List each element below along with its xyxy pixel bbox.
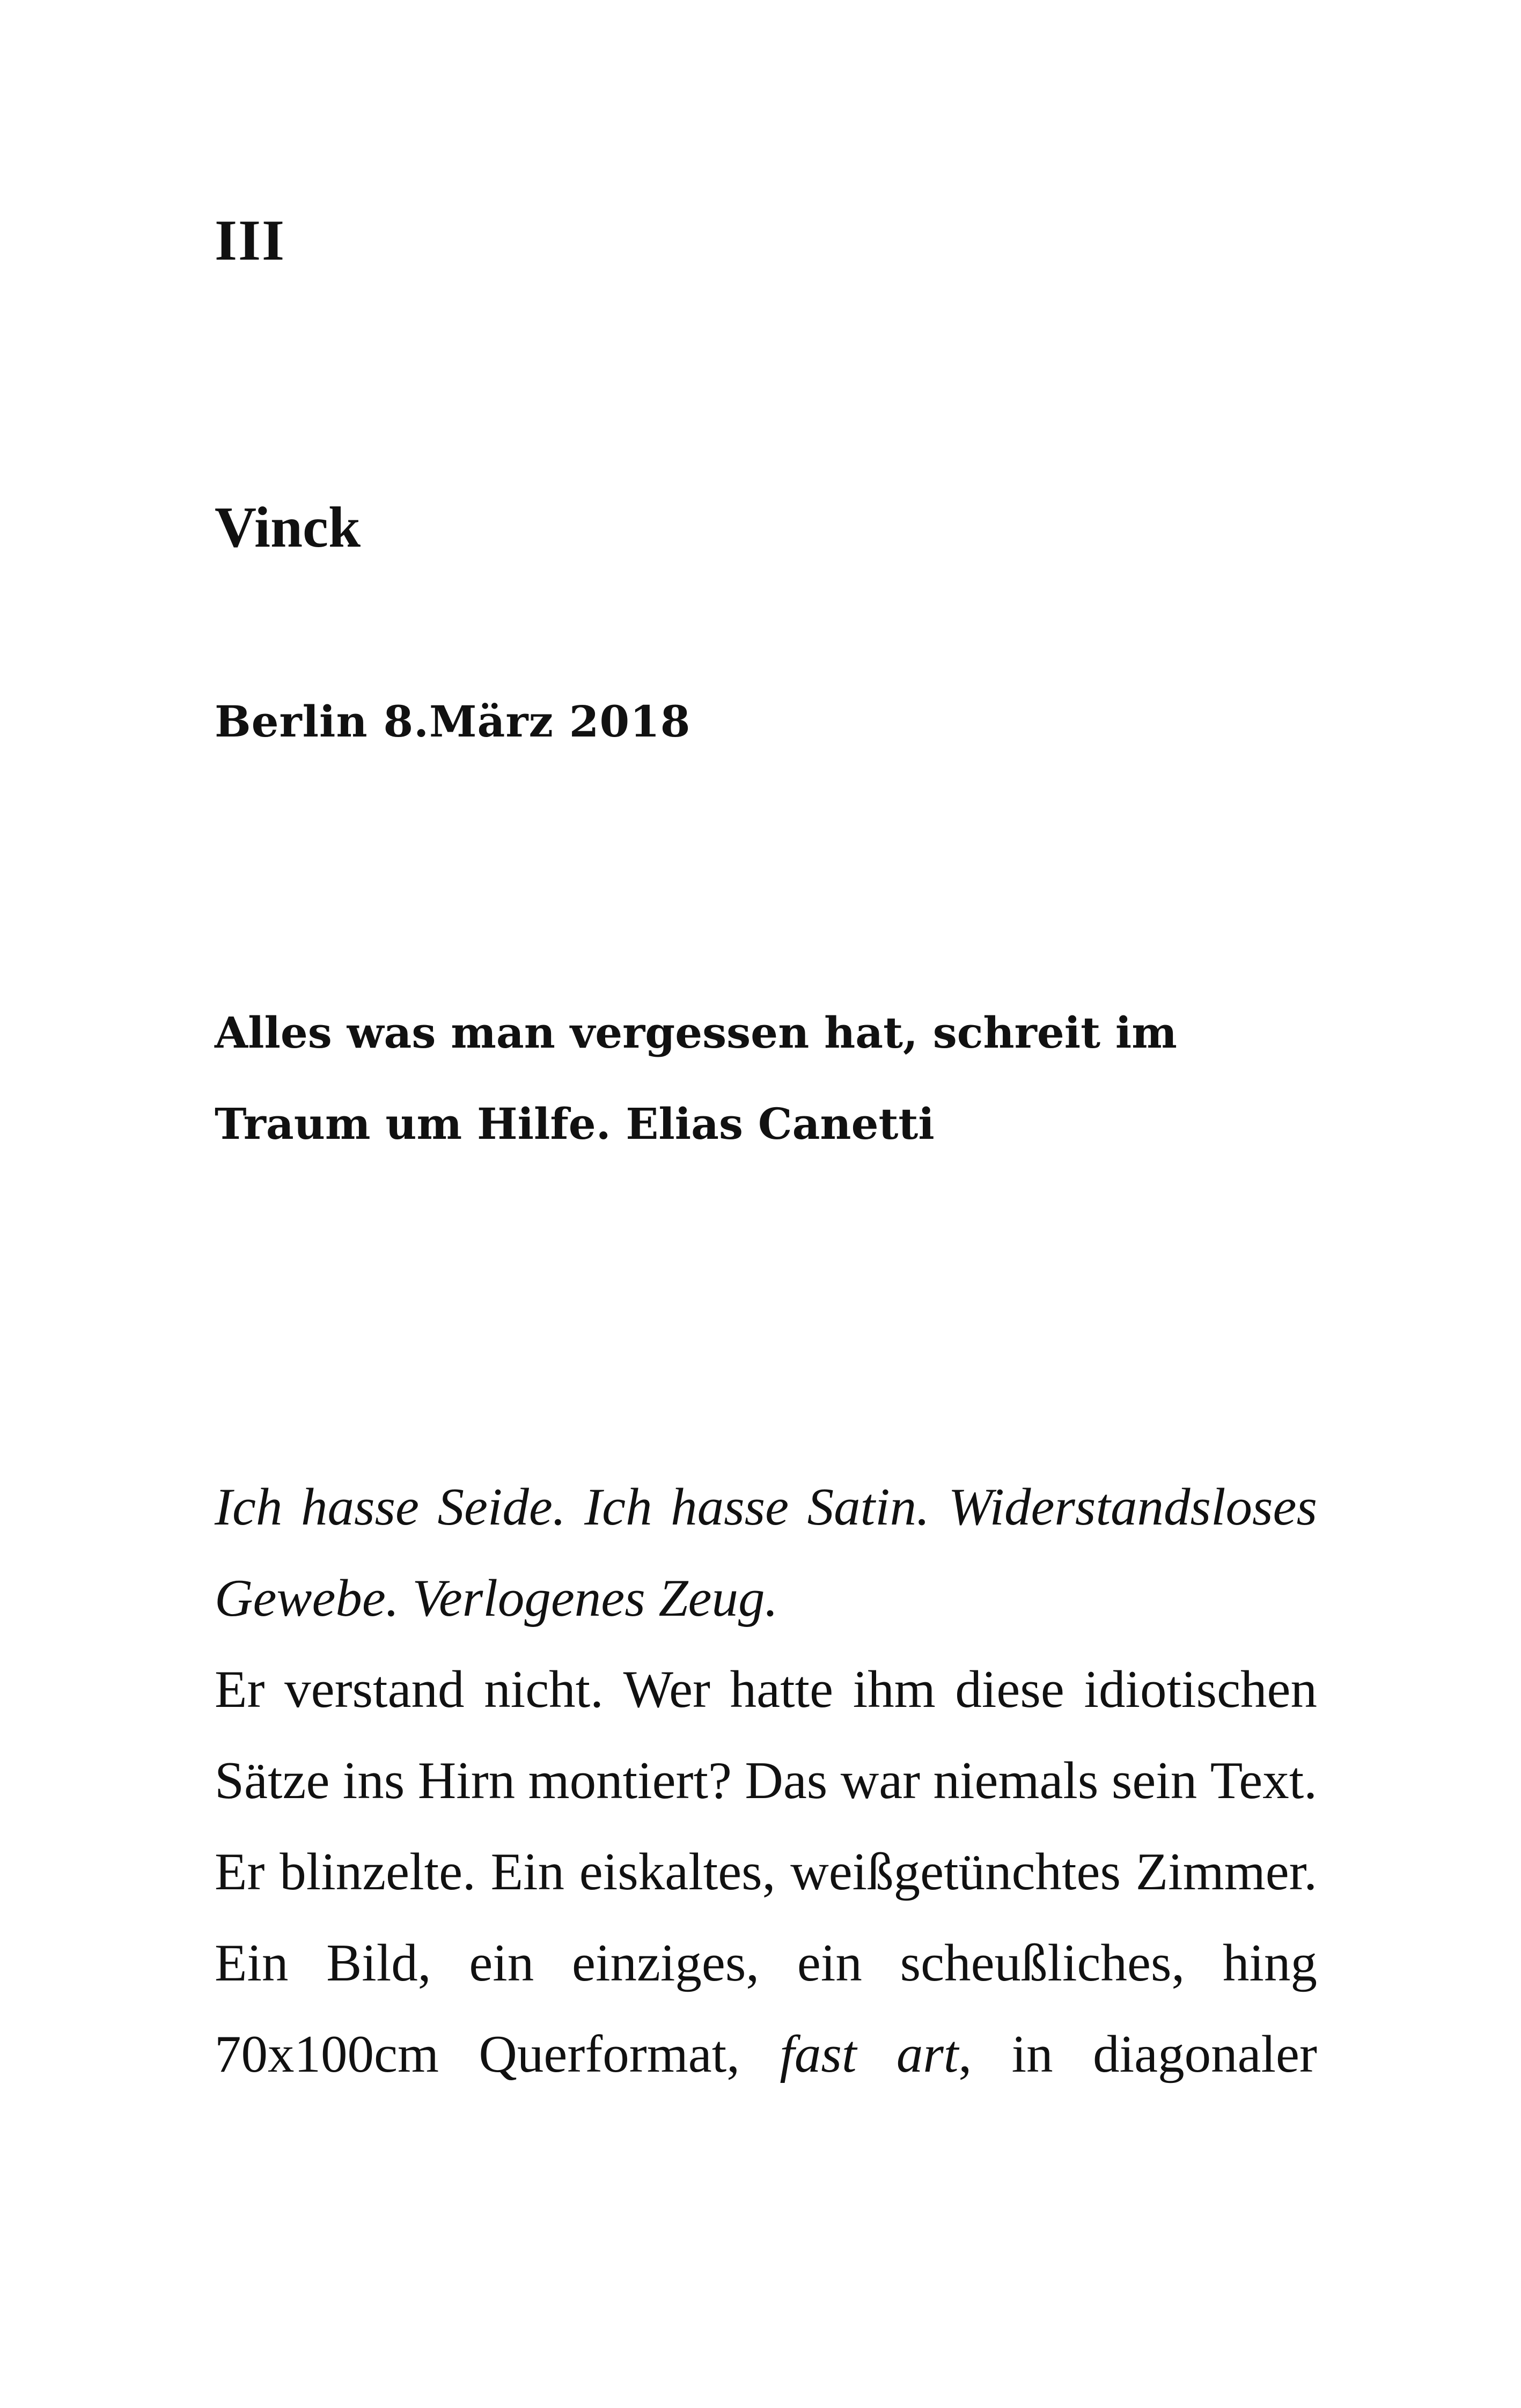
body-line bbox=[215, 1553, 1317, 1644]
word: hing bbox=[1222, 1934, 1317, 1992]
word: 70x100cm bbox=[215, 2025, 439, 2083]
word: blinzelte. bbox=[280, 1843, 476, 1901]
chapter-number: III bbox=[215, 209, 286, 273]
body-line bbox=[215, 1827, 1317, 1918]
word: Widerstandsloses bbox=[948, 1478, 1317, 1536]
body-line bbox=[215, 1735, 1317, 1827]
word: ein bbox=[797, 1934, 862, 1992]
word: scheußliches, bbox=[900, 1934, 1185, 1992]
body-paragraph bbox=[215, 1462, 1317, 2100]
word: Sätze bbox=[215, 1751, 330, 1810]
body-line bbox=[215, 2009, 1317, 2100]
section-heading: Vinck bbox=[215, 496, 361, 559]
word: niemals bbox=[933, 1751, 1099, 1810]
word: Ich bbox=[215, 1478, 283, 1536]
word: Ein bbox=[215, 1934, 289, 1992]
word: Hirn bbox=[417, 1751, 516, 1810]
word: montiert? bbox=[528, 1751, 732, 1810]
word: Das bbox=[745, 1751, 828, 1810]
word: Bild, bbox=[326, 1934, 431, 1992]
line-text: Gewebe. Verlogenes Zeug. bbox=[215, 1569, 778, 1628]
word: in bbox=[1011, 2025, 1053, 2083]
word: hatte bbox=[730, 1660, 834, 1719]
word-group bbox=[897, 2009, 972, 2100]
body-line bbox=[215, 1644, 1317, 1735]
word: ihm bbox=[853, 1660, 936, 1719]
body-line bbox=[215, 1918, 1317, 2009]
epigraph-line: Alles was man vergessen hat, schreit im bbox=[215, 1007, 1177, 1058]
word: hasse bbox=[671, 1478, 789, 1536]
word: nicht. bbox=[484, 1660, 604, 1719]
punctuation: , bbox=[958, 2025, 972, 2083]
place-date-line: Berlin 8.März 2018 bbox=[215, 696, 691, 747]
word: diagonaler bbox=[1093, 2025, 1317, 2083]
word: Querformat, bbox=[479, 2025, 740, 2083]
word: sein bbox=[1111, 1751, 1197, 1810]
word: war bbox=[840, 1751, 921, 1810]
word: hasse bbox=[300, 1478, 419, 1536]
epigraph-line: Traum um Hilfe. Elias Canetti bbox=[215, 1099, 935, 1149]
word: Er bbox=[215, 1843, 265, 1901]
word: Er bbox=[215, 1660, 265, 1719]
word: ins bbox=[342, 1751, 405, 1810]
word: weißgetünchtes bbox=[790, 1843, 1121, 1901]
word: diese bbox=[955, 1660, 1064, 1719]
word: Zimmer. bbox=[1135, 1843, 1317, 1901]
word: eiskaltes, bbox=[579, 1843, 776, 1901]
word: verstand bbox=[284, 1660, 465, 1719]
word: Ein bbox=[490, 1843, 565, 1901]
italic-word: art bbox=[896, 2025, 959, 2083]
word: Ich bbox=[584, 1478, 652, 1536]
italic-word: fast bbox=[780, 2025, 857, 2083]
word: Wer bbox=[623, 1660, 710, 1719]
word: Text. bbox=[1210, 1751, 1317, 1810]
word: ein bbox=[469, 1934, 534, 1992]
body-line bbox=[215, 1462, 1317, 1553]
word: Seide. bbox=[437, 1478, 566, 1536]
epigraph-quote bbox=[215, 987, 1314, 1169]
word: idiotischen bbox=[1084, 1660, 1317, 1719]
word: einziges, bbox=[572, 1934, 760, 1992]
word: Satin. bbox=[807, 1478, 930, 1536]
